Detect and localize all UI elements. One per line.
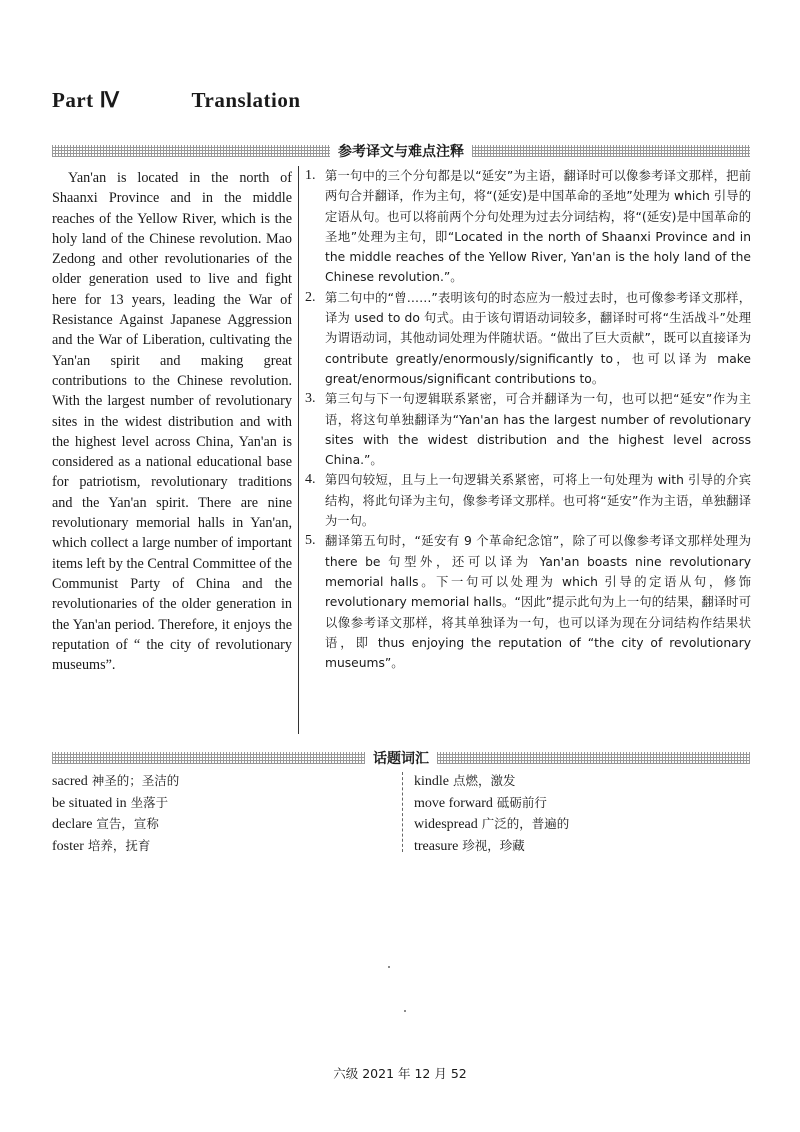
scan-speck: [388, 966, 390, 968]
note-text: 第二句中的“曾……”表明该句的时态应为一般过去时，也可像参考译文那样，译为 used to do 句式。由于该句谓语动词较多，翻译时可将“生活战斗”处理为谓语动词，其他动词处理为伴随状语。“做出了巨大贡献”，既可以直接译为 contribute greatly/enormously/significantly to，也可以译为 make great/enormous/significant contributions to。: [325, 290, 751, 386]
vocab-item: [414, 814, 744, 836]
note-number: 2.: [305, 289, 316, 305]
note-text: 第三句与下一句逻辑联系紧密，可合并翻译为一句，也可以把“延安”作为主语，将这句单独翻译为“Yan'an has the largest number of revolutionary sites with the widest distribution and the highest level across China.”。: [325, 392, 751, 468]
vocab-divider: [402, 772, 403, 852]
vocab-word: declare: [52, 817, 93, 832]
vocab-item: [52, 793, 352, 815]
vocab-item: [414, 771, 744, 793]
vocab-meaning: 宣告，宣称: [96, 816, 159, 831]
section-header-vocabulary: [52, 750, 750, 766]
vocab-meaning: 神圣的；圣洁的: [91, 773, 180, 788]
note-item: [305, 470, 751, 531]
note-number: 3.: [305, 391, 316, 407]
note-text: 翻译第五句时，“延安有 9 个革命纪念馆”，除了可以像参考译文那样处理为 there be 句型外，还可以译为 Yan'an boasts nine revolutionary memorial halls。下一句可以处理为 which 引导的定语从句，修饰 revolutionary memorial halls。“因此”提示此句为上一句的结果，翻译时可以像参考译文那样，将其单独译为一句，也可以译为现在分词结构作结果状语，即 thus enjoying the reputation of “the city of revolutionary museums”。: [325, 534, 751, 671]
vocab-item: [414, 793, 744, 815]
hatch-divider: [52, 752, 365, 764]
note-item: [305, 288, 751, 389]
hatch-divider: [437, 752, 750, 764]
vocab-meaning: 点燃，激发: [452, 773, 516, 788]
column-divider: [298, 166, 299, 734]
vocab-word: sacred: [52, 774, 88, 789]
note-number: 5.: [305, 533, 316, 549]
section-label: 话题词汇: [373, 751, 429, 767]
note-number: 4.: [305, 472, 316, 488]
vocab-item: [52, 814, 352, 836]
vocab-item: [52, 836, 352, 858]
note-item: [305, 166, 751, 288]
vocab-word: foster: [52, 838, 84, 854]
vocab-word: move forward: [414, 795, 493, 811]
vocab-word: kindle: [414, 774, 449, 789]
vocab-meaning: 广泛的，普遍的: [481, 816, 570, 831]
vocab-word: widespread: [414, 817, 478, 832]
hatch-divider: [52, 145, 330, 157]
note-item: [305, 389, 751, 470]
note-item: [305, 531, 751, 673]
vocab-meaning: 培养，抚育: [87, 837, 151, 853]
scan-speck: [404, 1010, 406, 1012]
reference-translation: Yan'an is located in the north of Shaanxi Province and in the middle reaches of the Yellow River, which is the holy land of the Chinese revolution. Mao Zedong and other revolutionaries of the older generation used to live and fight here for 13 years, leading the War of Resistance Against Japanese Aggression and the War of Liberation, cultivating the Yan'an spirit and making great contributions to the Chinese revolution. With the largest number of revolutionary sites in the widest distribution and with the highest level across China, Yan'an is considered as a national educational base for patriotism, revolutionary traditions and the Yan'an spirit. There are nine revolutionary memorial halls in Yan'an, which collect a large number of important items left by the Central Committee of the Communist Party of China and the revolutionaries of the older generation in the Yan'an period. Therefore, it enjoys the reputation of “ the city of revolutionary museums”.: [52, 170, 292, 674]
vocab-list-right: [414, 771, 744, 857]
section-header-reference: [52, 143, 750, 159]
part-title: Translation: [191, 88, 301, 112]
note-text: 第四句较短，且与上一句逻辑关系紧密，可将上一句处理为 with 引导的介宾结构，将此句译为主句，像参考译文那样。也可将“延安”作为主语，单独翻译为一句。: [325, 473, 751, 529]
vocab-meaning: 坐落于: [130, 794, 169, 810]
vocab-word: treasure: [414, 838, 459, 854]
vocab-item: [52, 771, 352, 793]
vocab-meaning: 砥砺前行: [496, 794, 547, 810]
part-heading: [52, 88, 301, 113]
vocab-list-left: [52, 771, 352, 857]
vocab-word: be situated in: [52, 795, 127, 811]
vocab-meaning: 珍视，珍藏: [462, 837, 525, 853]
note-text: 第一句中的三个分句都是以“延安”为主语，翻译时可以像参考译文那样，把前两句合并翻译，作为主句，将“(延安)是中国革命的圣地”处理为 which 引导的定语从句。也可以将前两个分句处理为过去分词结构，将“(延安)是中国革命的圣地”处理为主句，即“Located in the north of Shaanxi Province and in the middle reaches of the Yellow River, Yan'an is the holy land of the Chinese revolution.”。: [325, 169, 751, 285]
part-number: Ⅳ: [99, 88, 120, 112]
note-number: 1.: [305, 168, 316, 183]
hatch-divider: [472, 145, 750, 157]
page-footer: 六级 2021 年 12 月 52: [333, 1066, 467, 1081]
notes-list: [305, 166, 751, 673]
section-label: 参考译文与难点注释: [338, 144, 464, 160]
vocab-item: [414, 836, 744, 858]
part-label: Part: [52, 88, 94, 112]
